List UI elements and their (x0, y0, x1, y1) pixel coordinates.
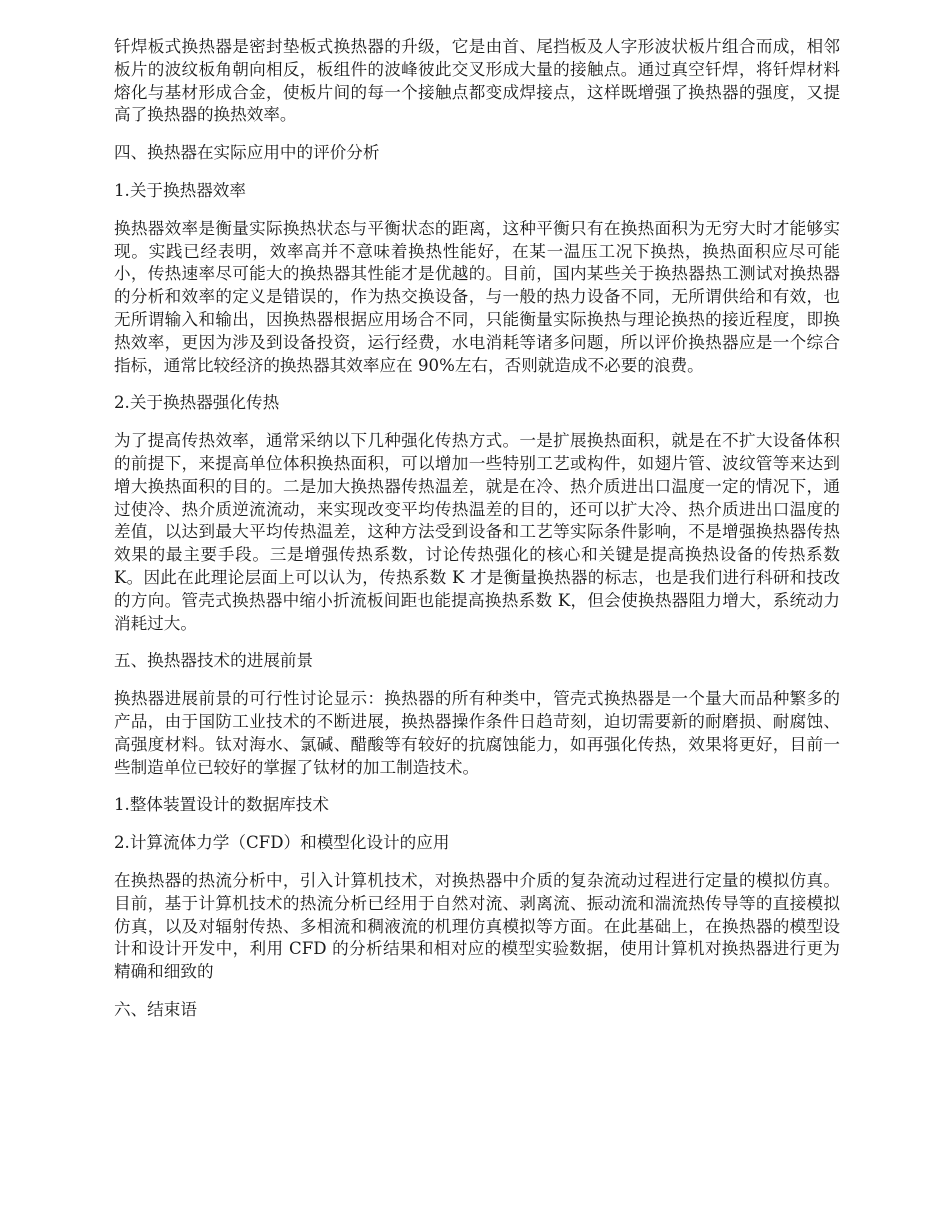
paragraph-cfd-modeling: 在换热器的热流分析中，引入计算机技术，对换热器中介质的复杂流动过程进行定量的模拟仿真。目前，基于计算机技术的热流分析已经用于自然对流、剥离流、振动流和湍流热传导等的直接模拟仿真，以及对辐射传热、多相流和稠液流的机理仿真模拟等方面。在此基础上，在换热器的模型设计和设计开发中，利用 CFD 的分析结果和相对应的模型实验数据，使用计算机对换热器进行更为精确和细致的 (114, 870, 840, 982)
subheading-cfd-modeling: 2.计算流体力学（CFD）和模型化设计的应用 (114, 833, 450, 853)
paragraph-heat-transfer-enhancement: 为了提高传热效率，通常采纳以下几种强化传热方式。一是扩展换热面积，就是在不扩大设备体积的前提下，来提高单位体积换热面积，可以增加一些特别工艺或构件，如翅片管、波纹管等来达到增大换热面积的目的。二是加大换热器传热温差，就是在冷、热介质进出口温度一定的情况下，通过使冷、热介质逆流流动，来实现改变平均传热温差的目的，还可以扩大冷、热介质进出口温度的差值，以达到最大平均传热温差，这种方法受到设备和工艺等实际条件影响，不是增强换热器传热效果的最主要手段。三是增强传热系数，讨论传热强化的核心和关键是提高换热设备的传热系数 K。因此在此理论层面上可以认为，传热系数 K 才是衡量换热器的标志，也是我们进行科研和技改的方向。管壳式换热器中缩小折流板间距也能提高换热系数 K，但会使换热器阻力增大，系统动力消耗过大。 (114, 431, 840, 633)
subheading-database-technology: 1.整体装置设计的数据库技术 (114, 795, 329, 815)
paragraph-efficiency: 换热器效率是衡量实际换热状态与平衡状态的距离，这种平衡只有在换热面积为无穷大时才能够实现。实践已经表明，效率高并不意味着换热性能好，在某一温压工况下换热，换热面积应尽可能小，传热速率尽可能大的换热器其性能才是优越的。目前，国内某些关于换热器热工测试对换热器的分析和效率的定义是错误的，作为热交换设备，与一般的热力设备不同，无所谓供给和有效，也无所谓输入和输出，因换热器根据应用场合不同，只能衡量实际换热与理论换热的接近程度，即换热效率，更因为涉及到设备投资，运行经费，水电消耗等诸多问题，所以评价换热器应是一个综合指标，通常比较经济的换热器其效率应在 90%左右，否则就造成不必要的浪费。 (114, 218, 840, 375)
subheading-efficiency: 1.关于换热器效率 (114, 180, 246, 200)
section-heading-6: 六、结束语 (114, 999, 197, 1019)
subheading-heat-transfer-enhancement: 2.关于换热器强化传热 (114, 393, 280, 413)
paragraph-brazed-plate-exchanger: 钎焊板式换热器是密封垫板式换热器的升级，它是由首、尾挡板及人字形波状板片组合而成，相邻板片的波纹板角朝向相反，板组件的波峰彼此交叉形成大量的接触点。通过真空钎焊，将钎焊材料熔化与基材形成合金，使板片间的每一个接触点都变成焊接点，这样既增强了换热器的强度，又提高了换热器的换热效率。 (114, 37, 840, 125)
section-heading-5: 五、换热器技术的进展前景 (114, 651, 314, 671)
paragraph-development-prospects: 换热器进展前景的可行性讨论显示：换热器的所有种类中，管壳式换热器是一个量大而品种繁多的产品，由于国防工业技术的不断进展，换热器操作条件日趋苛刻，迫切需要新的耐磨损、耐腐蚀、高强度材料。钛对海水、氯碱、醋酸等有较好的抗腐蚀能力，如再强化传热，效果将更好，目前一些制造单位已较好的掌握了钛材的加工制造技术。 (114, 689, 840, 777)
document-page (114, 36, 840, 1037)
section-heading-4: 四、换热器在实际应用中的评价分析 (114, 143, 380, 163)
